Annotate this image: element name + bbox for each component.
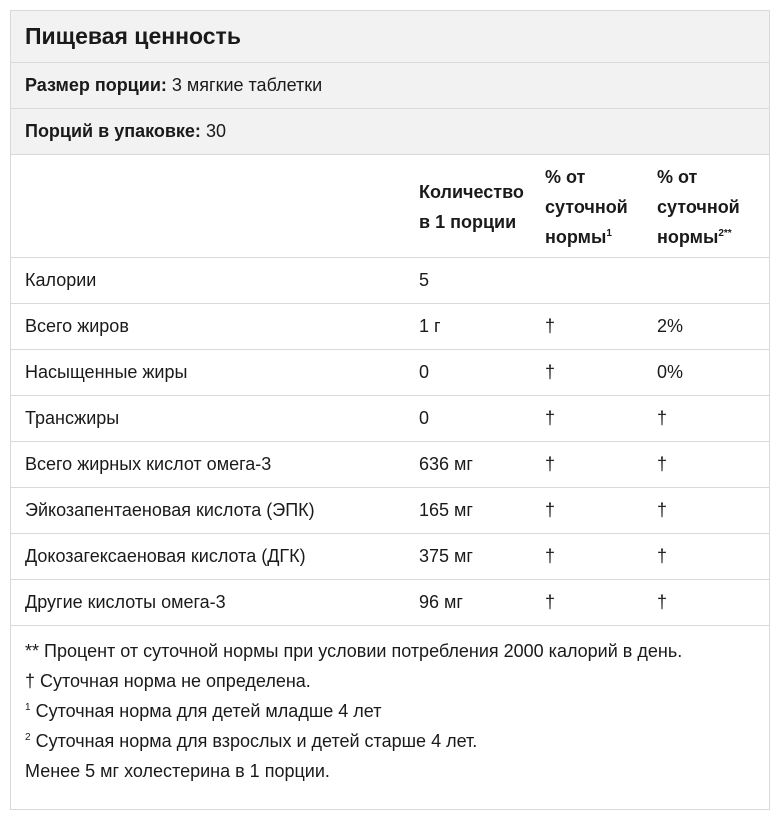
footnote: $^2$ Суточная норма для взрослых и детей старше 4 лет. <box>25 731 478 751</box>
table-header-row <box>11 155 769 258</box>
header-daily-value-1: % от суточной нормы$^1$ <box>537 155 649 258</box>
table-row <box>11 488 769 534</box>
nutrient-dv2: 0% <box>649 350 769 396</box>
table-row <box>11 534 769 580</box>
table-row <box>11 396 769 442</box>
nutrient-name: Другие кислоты омега-3 <box>11 580 405 626</box>
nutrient-dv1 <box>537 258 649 304</box>
nutrient-amount: 636 мг <box>405 442 537 488</box>
nutrient-dv2: 2% <box>649 304 769 350</box>
nutrient-amount: 0 <box>405 396 537 442</box>
nutrient-dv2: † <box>649 580 769 626</box>
nutrition-table <box>11 155 769 626</box>
servings-per-pack-value: 30 <box>205 121 226 141</box>
nutrient-dv2: † <box>649 534 769 580</box>
nutrient-amount: 0 <box>405 350 537 396</box>
serving-size-label: Размер порции: <box>25 75 167 95</box>
nutrient-dv2: † <box>649 442 769 488</box>
footnotes <box>11 626 769 786</box>
table-row <box>11 442 769 488</box>
servings-per-pack-label: Порций в упаковке: <box>25 121 201 141</box>
nutrient-dv1: † <box>537 580 649 626</box>
serving-size-value: 3 мягкие таблетки <box>171 75 323 95</box>
table-row <box>11 580 769 626</box>
nutrient-amount: 375 мг <box>405 534 537 580</box>
nutrient-name: Всего жиров <box>11 304 405 350</box>
footnote: † Суточная норма не определена. <box>25 671 311 691</box>
nutrient-dv1: † <box>537 304 649 350</box>
nutrient-amount: 165 мг <box>405 488 537 534</box>
nutrition-facts-panel <box>10 10 770 810</box>
nutrient-name: Всего жирных кислот омега-3 <box>11 442 405 488</box>
nutrient-dv2: † <box>649 396 769 442</box>
header-daily-value-2: % от суточной нормы$^{2**}$ <box>649 155 769 258</box>
nutrient-dv1: † <box>537 442 649 488</box>
servings-per-pack-row <box>11 109 769 155</box>
table-row <box>11 258 769 304</box>
nutrient-name: Калории <box>11 258 405 304</box>
nutrient-dv1: † <box>537 488 649 534</box>
nutrient-amount: 5 <box>405 258 537 304</box>
title-bar <box>11 11 769 63</box>
serving-size-row <box>11 63 769 109</box>
nutrient-name: Эйкозапентаеновая кислота (ЭПК) <box>11 488 405 534</box>
footnote: ** Процент от суточной нормы при условии потребления 2000 калорий в день. <box>25 641 683 661</box>
header-amount: Количество в 1 порции <box>405 155 537 258</box>
nutrient-dv1: † <box>537 534 649 580</box>
page-title: Пищевая ценность <box>25 23 241 49</box>
footnote: Менее 5 мг холестерина в 1 порции. <box>25 761 330 781</box>
nutrient-dv1: † <box>537 396 649 442</box>
nutrient-dv2: † <box>649 488 769 534</box>
nutrient-amount: 96 мг <box>405 580 537 626</box>
table-row <box>11 350 769 396</box>
nutrient-name: Трансжиры <box>11 396 405 442</box>
footnote: $^1$ Суточная норма для детей младше 4 лет <box>25 701 382 721</box>
nutrient-dv2 <box>649 258 769 304</box>
nutrient-dv1: † <box>537 350 649 396</box>
table-row <box>11 304 769 350</box>
nutrient-name: Насыщенные жиры <box>11 350 405 396</box>
nutrient-amount: 1 г <box>405 304 537 350</box>
header-nutrient <box>11 155 405 258</box>
nutrient-name: Докозагексаеновая кислота (ДГК) <box>11 534 405 580</box>
